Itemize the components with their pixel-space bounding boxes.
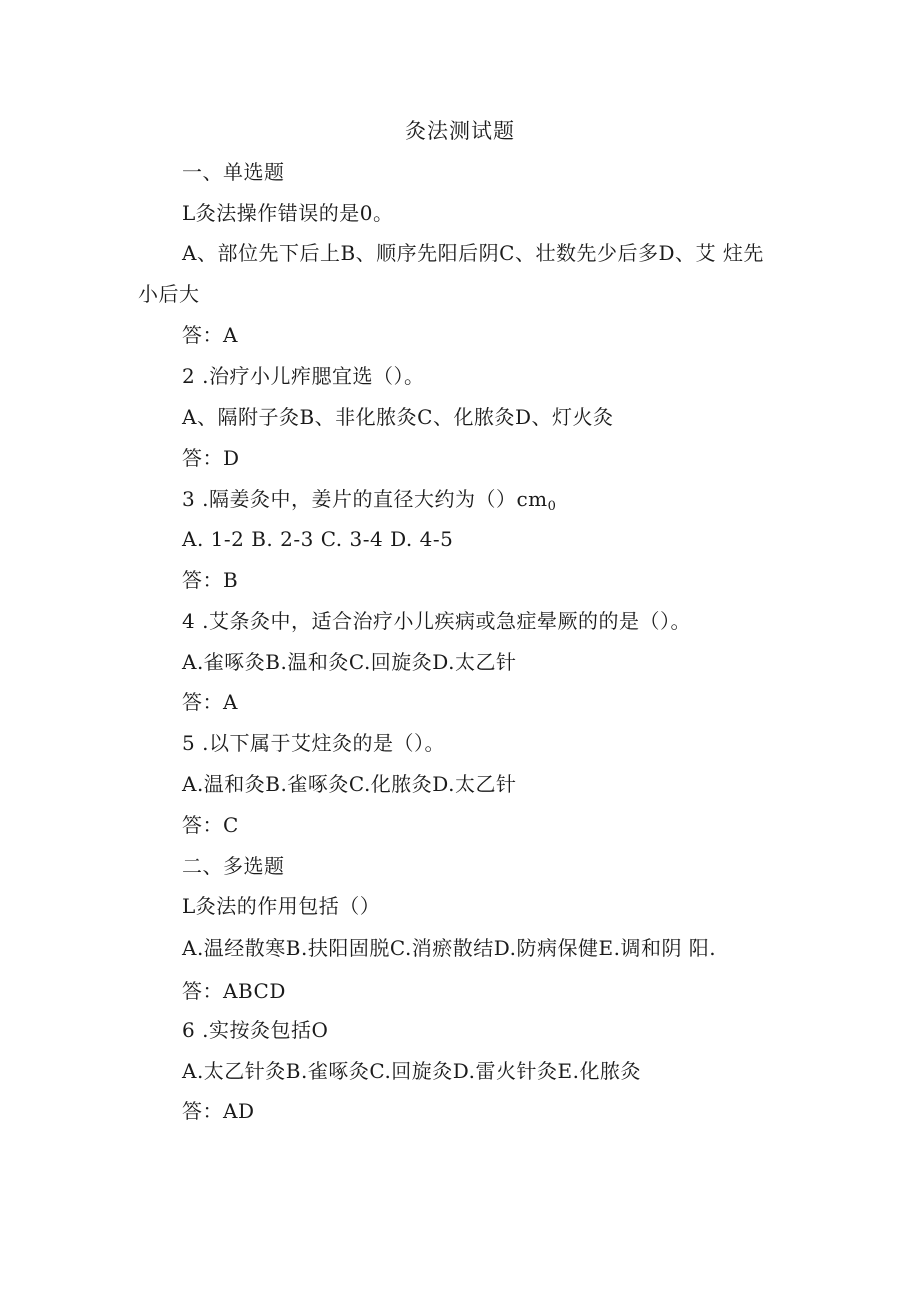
question-5-stem: 5 .以下属于艾炷灸的是（）。 bbox=[182, 731, 445, 755]
document-title: 灸法测试题 bbox=[405, 119, 515, 143]
multi-question-1-options: A.温经散寒B.扶阳固脱C.消瘀散结D.防病保健E.调和阴 阳. bbox=[182, 936, 717, 960]
section-heading-single-choice: 一、单选题 bbox=[182, 160, 285, 184]
question-2-stem: 2 .治疗小儿痄腮宜选（）。 bbox=[182, 364, 425, 388]
question-4-stem: 4 .艾条灸中，适合治疗小儿疾病或急症晕厥的的是（）。 bbox=[182, 609, 691, 633]
question-5-answer: 答：C bbox=[182, 813, 239, 837]
question-1-stem: L灸法操作错误的是0。 bbox=[182, 201, 394, 225]
question-3-options: A. 1-2 B. 2-3 C. 3-4 D. 4-5 bbox=[182, 527, 454, 551]
question-2-options: A、隔附子灸B、非化脓灸C、化脓灸D、灯火灸 bbox=[182, 405, 614, 429]
question-4-answer: 答：A bbox=[182, 690, 238, 714]
question-1-answer: 答：A bbox=[182, 323, 238, 347]
multi-question-1-answer: 答：ABCD bbox=[182, 979, 286, 1003]
question-5-options: A.温和灸B.雀啄灸C.化脓灸D.太乙针 bbox=[182, 772, 517, 796]
question-3-stem bbox=[182, 484, 556, 522]
question-1-options-continued: 小后大 bbox=[138, 282, 200, 306]
section-heading-multiple-choice: 二、多选题 bbox=[182, 854, 285, 878]
multi-question-6-answer: 答：AD bbox=[182, 1099, 255, 1123]
question-1-options: A、部位先下后上B、顺序先阳后阴C、壮数先少后多D、艾 炷先 bbox=[182, 241, 764, 265]
question-3-stem-text: 3 .隔姜灸中，姜片的直径大约为（）cm bbox=[182, 487, 548, 511]
question-3-stem-subscript: 0 bbox=[547, 499, 557, 514]
multi-question-1-stem: L灸法的作用包括（） bbox=[182, 894, 381, 918]
multi-question-6-stem: 6 .实按灸包括O bbox=[182, 1018, 329, 1042]
question-4-options: A.雀啄灸B.温和灸C.回旋灸D.太乙针 bbox=[182, 650, 517, 674]
question-2-answer: 答：D bbox=[182, 446, 240, 470]
question-3-answer: 答：B bbox=[182, 568, 239, 592]
multi-question-6-options: A.太乙针灸B.雀啄灸C.回旋灸D.雷火针灸E.化脓灸 bbox=[182, 1059, 641, 1083]
